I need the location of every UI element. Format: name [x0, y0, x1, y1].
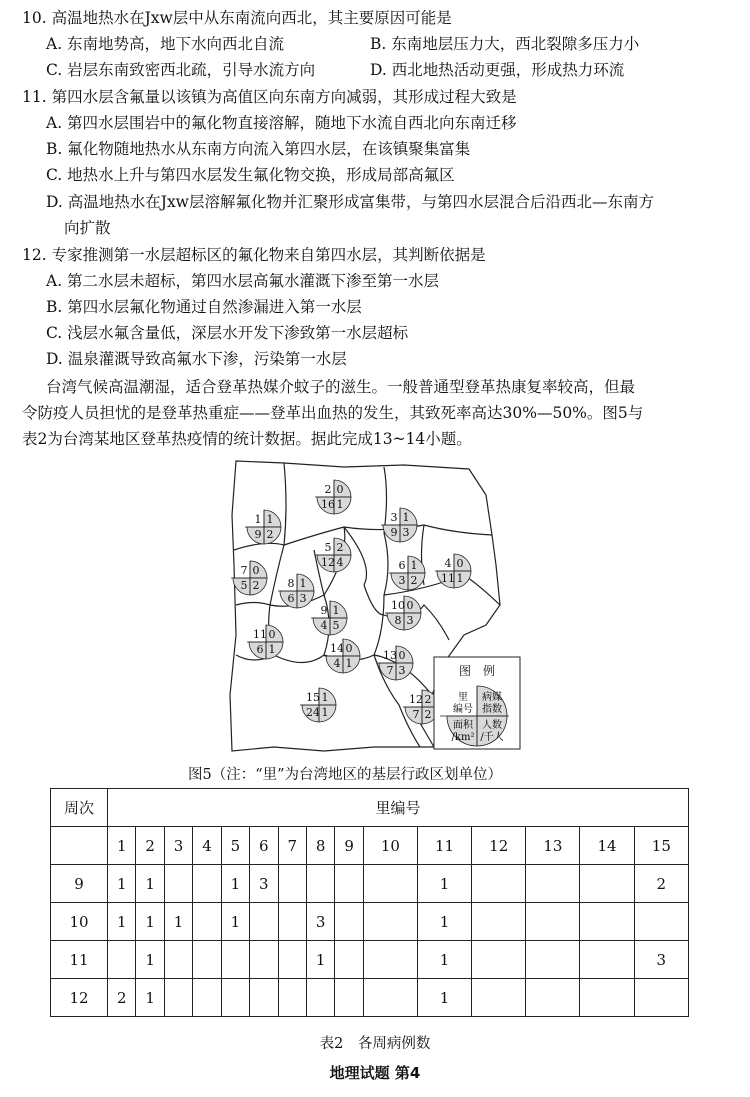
- district-badge-9: [311, 601, 347, 635]
- badge-li: 1: [254, 513, 262, 526]
- table-week-header: 周次: [51, 789, 108, 827]
- figure-caption: 图5（注：“里”为台湾地区的基层行政区划单位）: [188, 767, 503, 783]
- dengue-district-map: [224, 455, 524, 755]
- badge-pop: 2: [252, 579, 260, 592]
- table-case-cell: 2: [108, 979, 136, 1017]
- table-case-cell: [193, 941, 221, 979]
- table-case-cell: [250, 903, 278, 941]
- badge-pop: 4: [336, 556, 344, 569]
- badge-idx: 1: [410, 559, 418, 572]
- badge-area: 4: [320, 619, 328, 632]
- badge-idx: 2: [424, 693, 432, 706]
- map-boundary: [384, 533, 388, 595]
- q12-option-c: C. 浅层水氟含量低，深层水开发下渗致第一水层超标: [46, 324, 409, 342]
- table-case-cell: 1: [136, 903, 164, 941]
- district-badge-7: [231, 561, 267, 595]
- map-boundary: [384, 467, 387, 533]
- table-case-cell: [580, 941, 634, 979]
- legend-index-1: 病媒: [482, 692, 502, 703]
- q12-option-d: D. 温泉灌溉导致高氟水下渗，污染第一水层: [46, 350, 347, 368]
- page-footer: 地理试题 第4: [329, 1064, 421, 1082]
- map-boundary: [236, 603, 270, 606]
- badge-li: 8: [287, 577, 295, 590]
- table-case-cell: 1: [221, 903, 249, 941]
- badge-pop: 1: [456, 572, 464, 585]
- badge-pop: 3: [299, 592, 307, 605]
- badge-pop: 1: [321, 706, 329, 719]
- badge-area: 6: [256, 643, 264, 656]
- district-badge-1: [245, 510, 281, 544]
- table-case-cell: [526, 979, 580, 1017]
- table-case-cell: [363, 941, 417, 979]
- badge-idx: 0: [406, 599, 414, 612]
- table-case-cell: [634, 903, 688, 941]
- q11-option-b: B. 氟化物随地热水从东南方向流入第四水层，在该镇聚集富集: [46, 140, 471, 158]
- table-case-cell: 1: [108, 865, 136, 903]
- table-case-cell: 1: [417, 941, 471, 979]
- badge-pop: 1: [336, 498, 344, 511]
- question-12-stem: 12. 专家推测第一水层超标区的氟化物来自第四水层，其判断依据是: [22, 246, 486, 264]
- legend-pop-2: /千人: [480, 732, 504, 743]
- district-badge-6: [389, 556, 425, 590]
- table-case-cell: [580, 903, 634, 941]
- table-case-cell: [526, 903, 580, 941]
- table-week-cell: 10: [51, 903, 108, 941]
- badge-li: 10: [391, 599, 405, 612]
- badge-li: 5: [324, 541, 332, 554]
- table-case-cell: 3: [306, 903, 334, 941]
- legend-index-2: 指数: [482, 704, 502, 715]
- table-case-cell: [278, 979, 306, 1017]
- table-case-cell: 1: [136, 941, 164, 979]
- badge-idx: 1: [266, 513, 274, 526]
- table-case-cell: 3: [250, 865, 278, 903]
- table-li-number: 4: [193, 827, 221, 865]
- table-case-cell: [580, 979, 634, 1017]
- table-case-cell: 1: [136, 865, 164, 903]
- table-caption: 表2 各周病例数: [319, 1036, 431, 1052]
- table-case-cell: [278, 941, 306, 979]
- table-corner-cell: [51, 827, 108, 865]
- table-case-cell: [306, 865, 334, 903]
- district-badge-2: [315, 480, 351, 514]
- table-case-cell: [363, 865, 417, 903]
- table-li-number: 6: [250, 827, 278, 865]
- table-row: [51, 903, 689, 941]
- district-badge-11: [247, 625, 283, 659]
- table-case-cell: [472, 941, 526, 979]
- intro-line-1: 台湾气候高温潮湿，适合登革热媒介蚊子的滋生。一般普通型登革热康复率较高，但最: [46, 378, 636, 396]
- table-case-cell: [193, 865, 221, 903]
- table-li-number: 7: [278, 827, 306, 865]
- table-case-cell: 1: [164, 903, 192, 941]
- badge-pop: 5: [332, 619, 340, 632]
- badge-area: 7: [386, 664, 394, 677]
- table-li-number: 3: [164, 827, 192, 865]
- badge-area: 3: [398, 574, 406, 587]
- q10-option-d: D. 西北地热活动更强，形成热力环流: [370, 61, 625, 79]
- intro-line-2: 令防疫人员担忧的是登革热重症——登革出血热的发生，其致死率高达30%—50%。图5与: [22, 404, 644, 422]
- table-week-cell: 12: [51, 979, 108, 1017]
- badge-pop: 3: [406, 614, 414, 627]
- q11-option-a: A. 第四水层围岩中的氟化物直接溶解，随地下水流自西北向东南迁移: [46, 114, 517, 132]
- table-case-cell: [193, 903, 221, 941]
- table-case-cell: [526, 865, 580, 903]
- district-badge-4: [435, 554, 471, 588]
- badge-idx: 0: [345, 642, 353, 655]
- table-case-cell: 1: [108, 903, 136, 941]
- table-case-cell: [278, 903, 306, 941]
- table-week-cell: 9: [51, 865, 108, 903]
- badge-idx: 1: [332, 604, 340, 617]
- table-case-cell: [363, 903, 417, 941]
- table-case-cell: [472, 903, 526, 941]
- table-case-cell: 1: [417, 979, 471, 1017]
- badge-area: 9: [254, 528, 262, 541]
- table-case-cell: 2: [634, 865, 688, 903]
- table-case-cell: [250, 941, 278, 979]
- legend-title: 图 例: [458, 664, 496, 678]
- badge-idx: 0: [456, 557, 464, 570]
- table-case-cell: 1: [221, 865, 249, 903]
- badge-pop: 1: [268, 643, 276, 656]
- table-case-cell: [335, 865, 363, 903]
- district-badge-8: [278, 574, 314, 608]
- badge-area: 9: [390, 526, 398, 539]
- badge-pop: 2: [424, 708, 432, 721]
- badge-area: 6: [287, 592, 295, 605]
- q11-option-d-cont: 向扩散: [64, 219, 111, 237]
- q10-option-c: C. 岩层东南致密西北疏，引导水流方向: [46, 61, 316, 79]
- badge-area: 16: [321, 498, 335, 511]
- district-badge-10: [385, 596, 421, 630]
- badge-area: 4: [333, 657, 341, 670]
- badge-idx: 0: [398, 649, 406, 662]
- table-case-cell: [164, 865, 192, 903]
- legend-li-2: 编号: [453, 704, 473, 715]
- badge-pop: 2: [266, 528, 274, 541]
- q10-option-a: A. 东南地势高，地下水向西北自流: [46, 35, 285, 53]
- table-li-number: 1: [108, 827, 136, 865]
- table-case-cell: [472, 979, 526, 1017]
- table-li-number: 9: [335, 827, 363, 865]
- badge-li: 15: [306, 691, 320, 704]
- table-case-cell: [526, 941, 580, 979]
- table-li-header: 里编号: [108, 789, 689, 827]
- badge-li: 6: [398, 559, 406, 572]
- table-case-cell: [306, 979, 334, 1017]
- map-legend: [434, 657, 520, 749]
- table-case-cell: [164, 941, 192, 979]
- badge-li: 2: [324, 483, 332, 496]
- badge-pop: 2: [410, 574, 418, 587]
- table-row: [51, 941, 689, 979]
- table-li-number: 8: [306, 827, 334, 865]
- badge-pop: 3: [398, 664, 406, 677]
- badge-area: 8: [394, 614, 402, 627]
- table-case-cell: [250, 979, 278, 1017]
- badge-idx: 1: [299, 577, 307, 590]
- table-case-cell: [472, 865, 526, 903]
- district-badge-14: [324, 639, 360, 673]
- district-badge-13: [377, 646, 413, 680]
- table-case-cell: [108, 941, 136, 979]
- table-case-cell: [363, 979, 417, 1017]
- table-case-cell: [278, 865, 306, 903]
- badge-idx: 2: [336, 541, 344, 554]
- badge-idx: 1: [402, 511, 410, 524]
- badge-pop: 3: [402, 526, 410, 539]
- badge-area: 5: [240, 579, 248, 592]
- badge-li: 12: [409, 693, 423, 706]
- badge-pop: 1: [345, 657, 353, 670]
- legend-area-2: /km²: [451, 732, 475, 743]
- table-case-cell: [634, 979, 688, 1017]
- badge-li: 7: [240, 564, 248, 577]
- q11-option-c: C. 地热水上升与第四水层发生氟化物交换，形成局部高氟区: [46, 166, 455, 184]
- table-li-number: 11: [417, 827, 471, 865]
- map-boundary: [364, 585, 384, 615]
- table-case-cell: [335, 941, 363, 979]
- table-li-number: 2: [136, 827, 164, 865]
- table-case-cell: 1: [417, 903, 471, 941]
- badge-idx: 1: [321, 691, 329, 704]
- table-row: [51, 979, 689, 1017]
- table-case-cell: [221, 941, 249, 979]
- table-week-cell: 11: [51, 941, 108, 979]
- district-badge-5: [315, 538, 351, 572]
- q11-option-d: D. 高温地热水在Jxw层溶解氟化物并汇聚形成富集带，与第四水层混合后沿西北—东南方: [46, 193, 654, 211]
- table-case-cell: [193, 979, 221, 1017]
- table-li-number: 14: [580, 827, 634, 865]
- badge-idx: 0: [252, 564, 260, 577]
- badge-li: 11: [253, 628, 267, 641]
- table-case-cell: [221, 979, 249, 1017]
- badge-idx: 0: [336, 483, 344, 496]
- table-case-cell: 1: [136, 979, 164, 1017]
- table-case-cell: 1: [417, 865, 471, 903]
- table-li-number: 13: [526, 827, 580, 865]
- legend-area-1: 面积: [453, 720, 473, 731]
- badge-area: 12: [321, 556, 335, 569]
- table-li-number: 15: [634, 827, 688, 865]
- intro-line-3: 表2为台湾某地区登革热疫情的统计数据。据此完成13~14小题。: [22, 430, 472, 448]
- q12-option-b: B. 第四水层氟化物通过自然渗漏进入第一水层: [46, 298, 362, 316]
- badge-idx: 0: [268, 628, 276, 641]
- badge-li: 13: [383, 649, 397, 662]
- question-11-stem: 11. 第四水层含氟量以该镇为高值区向东南方向减弱，其形成过程大致是: [22, 88, 517, 106]
- badge-li: 14: [330, 642, 344, 655]
- map-boundary: [284, 463, 286, 545]
- table-case-cell: [164, 979, 192, 1017]
- badge-area: 7: [412, 708, 420, 721]
- table-row: [51, 865, 689, 903]
- table-li-number: 5: [221, 827, 249, 865]
- q12-option-a: A. 第二水层未超标，第四水层高氟水灌溉下渗至第一水层: [46, 272, 440, 290]
- cases-table: [50, 788, 689, 1017]
- table-li-number: 10: [363, 827, 417, 865]
- district-badge-15: [300, 688, 336, 722]
- question-10-stem: 10. 高温地热水在Jxw层中从东南流向西北，其主要原因可能是: [22, 9, 452, 27]
- badge-area: 11: [441, 572, 455, 585]
- table-case-cell: [335, 903, 363, 941]
- badge-area: 24: [306, 706, 320, 719]
- table-li-number: 12: [472, 827, 526, 865]
- badge-li: 9: [320, 604, 328, 617]
- badge-li: 3: [390, 511, 398, 524]
- table-case-cell: [335, 979, 363, 1017]
- legend-li-1: 里: [458, 692, 468, 703]
- table-case-cell: 1: [306, 941, 334, 979]
- legend-pop-1: 人数: [482, 720, 502, 731]
- table-case-cell: [580, 865, 634, 903]
- badge-li: 4: [444, 557, 452, 570]
- table-case-cell: 3: [634, 941, 688, 979]
- q10-option-b: B. 东南地层压力大，西北裂隙多压力小: [370, 35, 640, 53]
